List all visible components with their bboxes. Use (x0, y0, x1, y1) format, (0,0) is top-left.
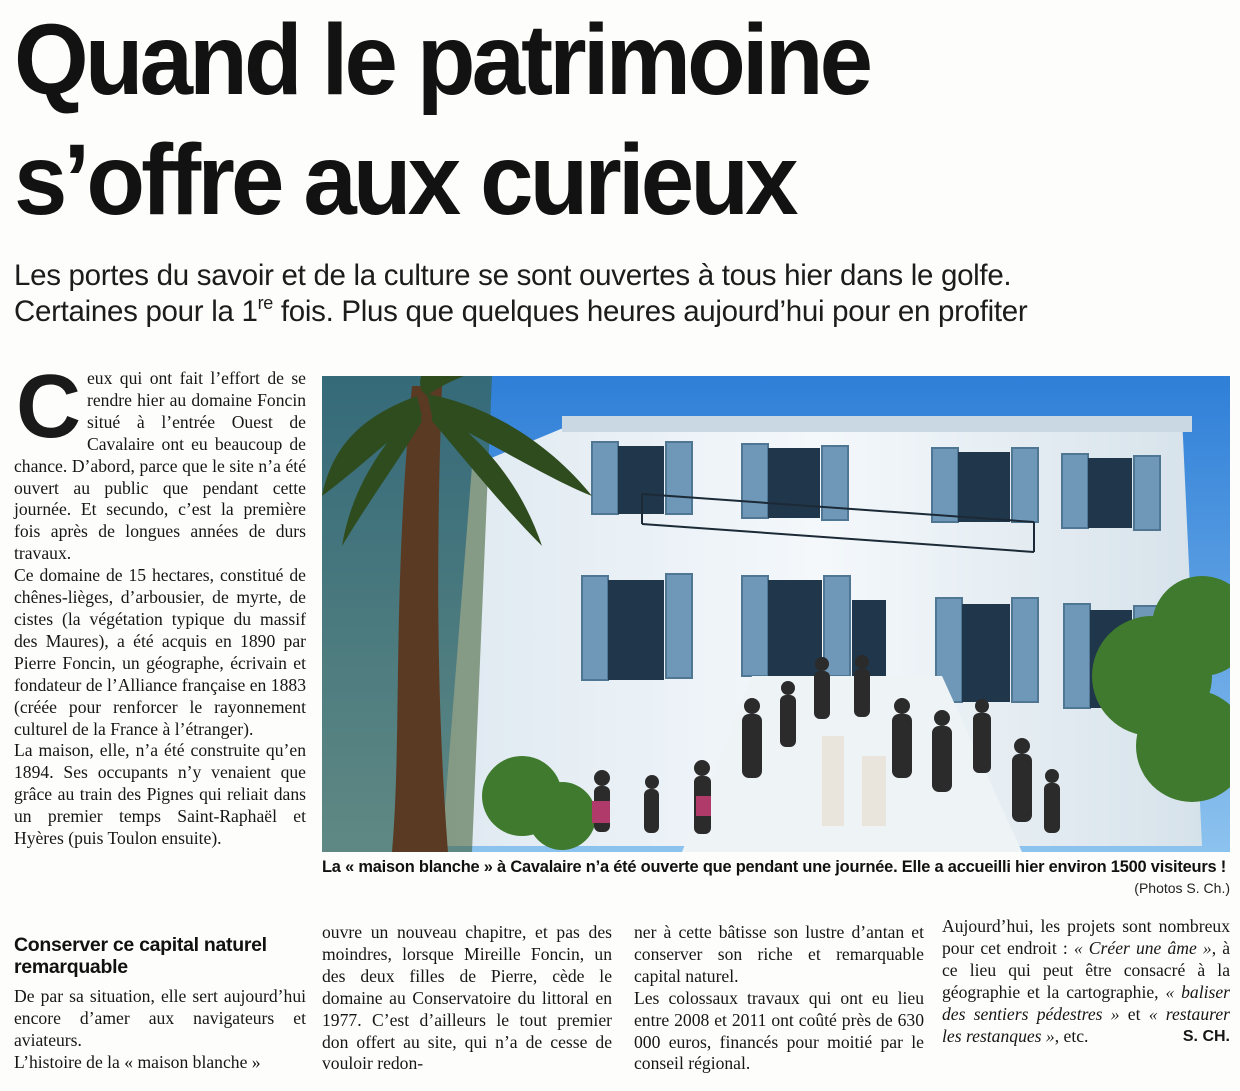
standfirst-text-b: fois. Plus que quelques heures aujourd’hui pour en profiter (272, 295, 1028, 328)
col4-text-2: , à ce lieu qui peut être consacré à la géographie et la cartographie, (942, 937, 1230, 1002)
article-column-1 (14, 357, 306, 850)
col4-text-4: , etc. (1054, 1025, 1089, 1046)
article-paragraph-2: Ce domaine de 15 hectares, constitué de chênes-lièges, d’arbousier, de myrte, de cistes (la végétation typique du massif des Maures), a été acquis en 1890 par Pierre Foncin, un géographe, écrivain et fondateur de l’Alliance française en 1883 (créée pour renforcer le rayonnement culturel de la France à l’étranger). (14, 565, 306, 739)
house-photo-illustration (322, 376, 1230, 852)
col4-quote-2: « baliser des sentiers pédestres » (942, 981, 1230, 1024)
article-paragraph-5: L’histoire de la « maison blanche » (14, 1051, 261, 1072)
standfirst (14, 258, 1234, 330)
photo-maison-blanche (322, 376, 1230, 852)
col4-text-1: Aujourd’hui, les projets sont nombreux pour cet endroit : (942, 916, 1230, 958)
column-3-paragraph-1: ner à cette bâtisse son lustre d’antan et conserver son riche et remarquable capital naturel. (634, 922, 924, 986)
article-paragraph-1 (14, 357, 306, 565)
headline-line-1: Quand le patrimoine (14, 4, 870, 116)
standfirst-line-2 (14, 294, 1234, 330)
article-paragraph-4: De par sa situation, elle sert aujourd’hui encore d’amer aux navigateurs et aviateurs. (14, 986, 306, 1050)
article-column-1-bottom (14, 986, 306, 1074)
article-column-2 (322, 922, 612, 1075)
standfirst-superscript: re (257, 293, 273, 313)
standfirst-text-a: Certaines pour la 1 (14, 295, 258, 328)
headline-line-2: s’offre aux curieux (14, 124, 795, 236)
drop-cap: C (16, 357, 81, 457)
col4-quote-3: « restaurer les restanques » (942, 1003, 1230, 1046)
col4-quote-1: « Créer une âme » (1073, 937, 1212, 958)
paragraph-1-text: eux qui ont fait l’effort de se rendre hier au domaine Foncin situé à l’entrée Ouest de Cavalaire ont eu beaucoup de chance. D’abord, parce que le site n’a été ouvert au public que pendant cette journée. Et secundo, c’est la première fois après de longues années de durs travaux. (14, 368, 306, 564)
author-signature: S. CH. (1182, 1027, 1230, 1045)
article-subheading: Conserver ce capital naturel remarquable (14, 934, 267, 978)
column-4-paragraph (942, 916, 1230, 1047)
photo-credit: (Photos S. Ch.) (1134, 880, 1230, 896)
column-3-paragraph-2: Les colossaux travaux qui ont eu lieu entre 2008 et 2011 ont coûté près de 630 000 euros, financés pour moitié par le conseil régional. (634, 987, 924, 1074)
column-2-text: ouvre un nouveau chapitre, et pas des moindres, lorsque Mireille Foncin, un des deux filles de Pierre, cède le domaine au Conservatoire du littoral en 1977. C’est d’ailleurs le tout premier don offert au site, qui n’a de cesse de vouloir redon- (322, 922, 612, 1074)
standfirst-line-1: Les portes du savoir et de la culture se sont ouvertes à tous hier dans le golfe. (14, 259, 1012, 292)
col4-text-3: et (1119, 1003, 1149, 1024)
article-column-4 (942, 916, 1230, 1047)
article-paragraph-3: La maison, elle, n’a été construite qu’en 1894. Ses occupants n’y venaient que grâce au train des Pignes qui reliait dans un premier temps Saint-Raphaël et Hyères (puis Toulon ensuite). (14, 740, 306, 849)
photo-caption: La « maison blanche » à Cavalaire n’a été ouverte que pendant une journée. Elle a accueilli hier environ 1500 visiteurs ! (322, 858, 1227, 876)
article-column-3 (634, 922, 924, 1075)
